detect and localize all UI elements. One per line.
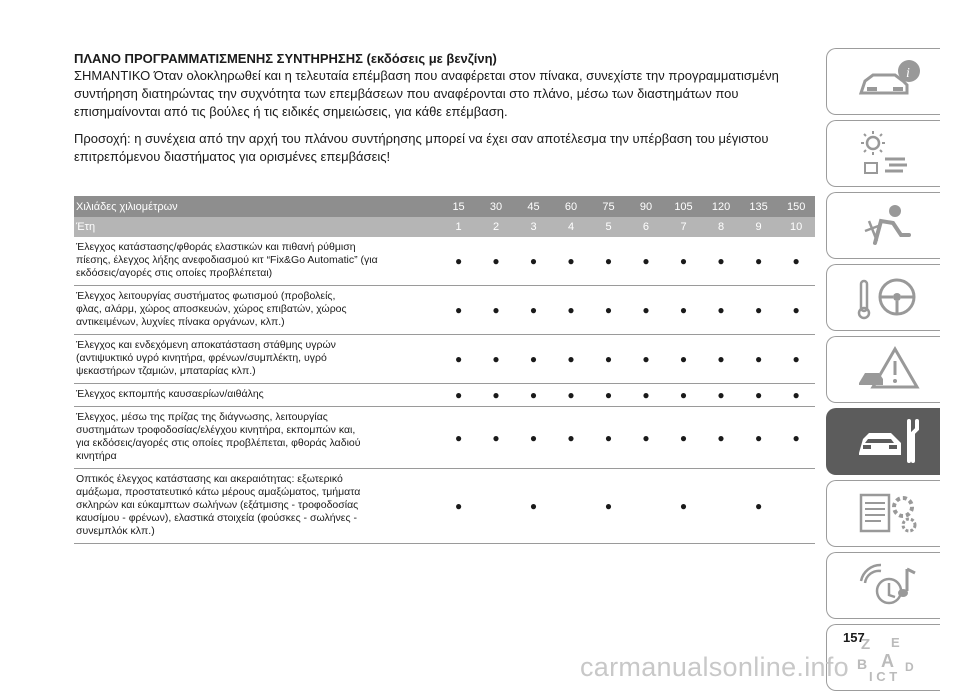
interval-dot: ●: [740, 407, 778, 469]
interval-dot: ●: [515, 237, 552, 286]
chapter-tab[interactable]: [826, 552, 940, 619]
chapter-tab[interactable]: [826, 120, 940, 187]
chapter-tab[interactable]: [826, 336, 940, 403]
interval-dot: ●: [515, 469, 552, 544]
interval-dot: ●: [627, 286, 664, 335]
description-line: φλας, αλάρμ, χώρος αποσκευών, χώρος επιβατών, χώρος: [76, 303, 347, 315]
year-cell: 3: [515, 217, 552, 237]
km-cell: 15: [440, 196, 477, 217]
interval-dot: [552, 469, 589, 544]
interval-dot: ●: [777, 335, 815, 384]
interval-dot: ●: [702, 286, 740, 335]
caution-line: επιτρεπόμενου διαστήματος για ορισμένες επεμβάσεις!: [74, 149, 391, 164]
interval-dot: ●: [777, 237, 815, 286]
table-row: [74, 469, 815, 544]
interval-dot: [627, 469, 664, 544]
interval-dot: ●: [627, 384, 664, 407]
description-line: αντικειμένων, λυχνίες πίνακα οργάνων, κλπ.): [76, 316, 285, 328]
note-line: ΣΗΜΑΝΤΙΚΟ Όταν ολοκληρωθεί και η τελευταία επέμβαση που αναφέρεται στον πίνακα, συνεχίστε την προγραμματισμένη: [74, 68, 779, 83]
interval-dot: ●: [440, 286, 477, 335]
interval-dot: ●: [627, 407, 664, 469]
svg-text:B: B: [857, 656, 868, 672]
years-header-label: Έτη: [74, 217, 440, 237]
year-cell: 7: [665, 217, 703, 237]
text-content: [74, 50, 814, 166]
interval-dot: [477, 469, 514, 544]
chapter-tab[interactable]: [826, 192, 940, 259]
svg-text:I C T: I C T: [869, 669, 898, 684]
description-line: κινητήρα: [76, 450, 117, 462]
watermark: carmanualsonline.info: [580, 652, 849, 682]
page-number: 157: [843, 630, 865, 645]
description-line: καυσίμου - φρένων), ελαστικά στοιχεία (φούσκες - σωλήνες -: [76, 512, 357, 524]
km-cell: 150: [777, 196, 815, 217]
important-note: [74, 67, 814, 121]
km-cell: 60: [552, 196, 589, 217]
table-row: [74, 335, 815, 384]
year-cell: 10: [777, 217, 815, 237]
interval-dot: ●: [740, 237, 778, 286]
interval-dot: ●: [777, 384, 815, 407]
description-line: Έλεγχος, μέσω της πρίζας της διάγνωσης, λειτουργίας: [76, 411, 328, 423]
maintenance-item-description: [74, 286, 440, 335]
maintenance-item-description: [74, 469, 440, 544]
table-row: [74, 384, 815, 407]
interval-dot: ●: [590, 469, 627, 544]
interval-dot: ●: [552, 407, 589, 469]
km-cell: 105: [665, 196, 703, 217]
km-cell: 135: [740, 196, 778, 217]
page-title: ΠΛΑΝΟ ΠΡΟΓΡΑΜΜΑΤΙΣΜΕΝΗΣ ΣΥΝΤΗΡΗΣΗΣ (εκδόσεις με βενζίνη): [74, 51, 497, 66]
interval-dot: ●: [665, 384, 703, 407]
interval-dot: ●: [590, 335, 627, 384]
description-line: για εκδόσεις/αγορές στις οποίες προβλέπεται, φθοράς λαδιού: [76, 437, 361, 449]
km-cell: 90: [627, 196, 664, 217]
km-cell: 120: [702, 196, 740, 217]
interval-dot: ●: [665, 335, 703, 384]
interval-dot: ●: [552, 384, 589, 407]
interval-dot: ●: [702, 335, 740, 384]
interval-dot: ●: [477, 237, 514, 286]
interval-dot: [702, 469, 740, 544]
interval-dot: ●: [515, 407, 552, 469]
caution-note: [74, 130, 814, 166]
interval-dot: ●: [702, 407, 740, 469]
chapter-tabs: [826, 48, 940, 696]
description-line: σκληρών και εύκαμπτων σωλήνων (εξάτμισης - τροφοδοσίας: [76, 499, 359, 511]
interval-dot: ●: [627, 335, 664, 384]
interval-dot: ●: [702, 384, 740, 407]
table-row: [74, 237, 815, 286]
interval-dot: ●: [515, 335, 552, 384]
km-cell: 30: [477, 196, 514, 217]
interval-dot: ●: [552, 335, 589, 384]
note-line: επισημαίνονται από τις βούλες ή τις ειδικές σημειώσεις, για κάθε επέμβαση.: [74, 104, 508, 119]
description-line: (αντιψυκτικό υγρό κινητήρα, φρένων/συμπλέκτη, υγρό: [76, 352, 327, 364]
interval-dot: ●: [777, 286, 815, 335]
km-cell: 45: [515, 196, 552, 217]
km-cell: 75: [590, 196, 627, 217]
interval-dot: ●: [665, 237, 703, 286]
interval-dot: ●: [477, 407, 514, 469]
chapter-tab[interactable]: [826, 48, 940, 115]
description-line: Έλεγχος εκπομπής καυσαερίων/αιθάλης: [76, 388, 264, 400]
year-cell: 4: [552, 217, 589, 237]
description-line: Έλεγχος λειτουργίας συστήματος φωτισμού (προβολείς,: [76, 290, 336, 302]
table-row: [74, 286, 815, 335]
table-row: [74, 407, 815, 469]
svg-text:A: A: [881, 651, 894, 671]
maintenance-item-description: [74, 384, 440, 407]
interval-dot: ●: [440, 384, 477, 407]
interval-dot: ●: [515, 286, 552, 335]
description-line: πίεσης, έλεγχος λήξης ανεφοδιασμού κιτ “Fix&Go Automatic” (για: [76, 254, 378, 266]
year-cell: 2: [477, 217, 514, 237]
interval-dot: ●: [740, 469, 778, 544]
interval-dot: ●: [777, 407, 815, 469]
year-cell: 1: [440, 217, 477, 237]
interval-dot: ●: [477, 286, 514, 335]
chapter-tab[interactable]: [826, 480, 940, 547]
description-line: ψεκαστήρων τζαμιών, μπαταρίας κλπ.): [76, 365, 256, 377]
km-header-row: [74, 196, 815, 217]
maintenance-item-description: [74, 407, 440, 469]
description-line: εκδόσεις/αγορές στις οποίες προβλέπεται): [76, 267, 273, 279]
interval-dot: ●: [590, 407, 627, 469]
description-line: Οπτικός έλεγχος κατάστασης και ακεραιότητας: εξωτερικό: [76, 473, 343, 485]
interval-dot: ●: [515, 384, 552, 407]
interval-dot: [777, 469, 815, 544]
interval-dot: ●: [740, 384, 778, 407]
km-header-label: Χιλιάδες χιλιομέτρων: [74, 196, 440, 217]
svg-text:Z: Z: [861, 636, 871, 653]
maintenance-item-description: [74, 335, 440, 384]
description-line: συστημάτων τροφοδοσίας/ελέγχου κινητήρα, εκπομπών και,: [76, 424, 356, 436]
interval-dot: ●: [440, 469, 477, 544]
years-header-row: [74, 217, 815, 237]
interval-dot: ●: [477, 335, 514, 384]
interval-dot: ●: [627, 237, 664, 286]
chapter-tab[interactable]: [826, 408, 940, 475]
interval-dot: ●: [552, 237, 589, 286]
description-line: Έλεγχος και ενδεχόμενη αποκατάσταση στάθμης υγρών: [76, 339, 336, 351]
year-cell: 8: [702, 217, 740, 237]
interval-dot: ●: [440, 237, 477, 286]
interval-dot: ●: [665, 469, 703, 544]
description-line: αμάξωμα, προστατευτικό κάτω μέρους αμαξώματος, τμήματα: [76, 486, 361, 498]
interval-dot: ●: [552, 286, 589, 335]
interval-dot: ●: [740, 286, 778, 335]
interval-dot: ●: [590, 384, 627, 407]
svg-text:i: i: [906, 66, 910, 81]
svg-text:D: D: [905, 660, 914, 674]
interval-dot: ●: [590, 237, 627, 286]
note-line: συντήρηση διατηρώντας την συχνότητα των επεμβάσεων που αναφέρονται στο πλάνο, μέσω των διαστημάτων που: [74, 86, 739, 101]
description-line: συνεμπλόκ κλπ.): [76, 525, 155, 537]
interval-dot: ●: [665, 286, 703, 335]
interval-dot: ●: [665, 407, 703, 469]
interval-dot: ●: [440, 407, 477, 469]
svg-text:E: E: [891, 635, 900, 650]
interval-dot: ●: [477, 384, 514, 407]
description-line: Έλεγχος κατάστασης/φθοράς ελαστικών και πιθανή ρύθμιση: [76, 241, 356, 253]
year-cell: 9: [740, 217, 778, 237]
year-cell: 5: [590, 217, 627, 237]
interval-dot: ●: [702, 237, 740, 286]
year-cell: 6: [627, 217, 664, 237]
interval-dot: ●: [740, 335, 778, 384]
maintenance-item-description: [74, 237, 440, 286]
caution-line: Προσοχή: η συνέχεια από την αρχή του πλάνου συντήρησης μπορεί να έχει σαν αποτέλεσμα την υπέρβαση του μέγιστου: [74, 131, 769, 146]
chapter-tab[interactable]: [826, 264, 940, 331]
interval-dot: ●: [590, 286, 627, 335]
interval-dot: ●: [440, 335, 477, 384]
maintenance-table: [74, 196, 815, 544]
